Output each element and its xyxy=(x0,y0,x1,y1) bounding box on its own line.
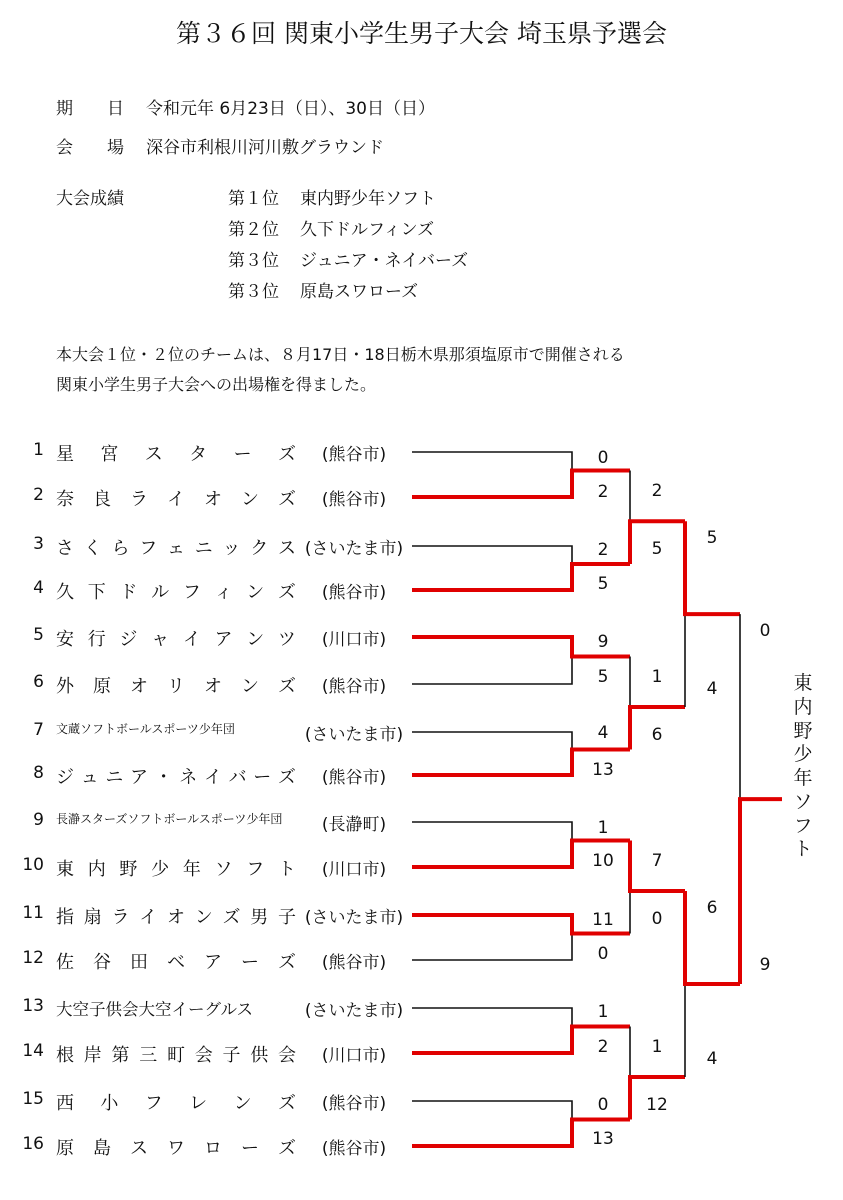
result-team: 原島スワローズ xyxy=(300,282,419,302)
result-team: ジュニア・ネイバーズ xyxy=(300,251,469,271)
team-name: 原 島 ス ワ ロ ー ズ xyxy=(56,1138,296,1159)
team-name: 久 下 ド ル フ ィ ン ズ xyxy=(56,582,296,603)
bracket-line-r1-lose xyxy=(412,822,572,841)
score-label: 5 xyxy=(706,528,718,548)
result-rank: 第３位 xyxy=(228,251,279,271)
score-label: 4 xyxy=(597,723,609,743)
score-label: 0 xyxy=(597,944,609,964)
date-value: 令和元年 6月23日（日）、30日（日） xyxy=(146,99,435,119)
team-name: 外 原 オ リ オ ン ズ xyxy=(56,676,296,697)
team-number: 2 xyxy=(33,485,44,505)
result-team: 久下ドルフィンズ xyxy=(300,220,435,240)
score-label: 1 xyxy=(651,1037,663,1057)
score-label: 7 xyxy=(651,851,663,871)
team-city: (さいたま市) xyxy=(304,908,404,928)
team-city: (川口市) xyxy=(321,1046,387,1066)
team-number: 9 xyxy=(33,810,44,830)
score-label: 0 xyxy=(651,909,663,929)
team-name: 指 扇 ラ イ オ ン ズ 男 子 xyxy=(56,907,296,928)
bracket-line-r1-lose xyxy=(412,546,572,564)
note-line-1: 本大会１位・２位のチームは、８月17日・18日栃木県那須塩原市で開催される xyxy=(56,345,625,364)
result-rank: 第２位 xyxy=(228,220,279,240)
team-number: 15 xyxy=(22,1089,44,1109)
result-rank: 第１位 xyxy=(228,189,279,209)
team-number: 7 xyxy=(33,720,44,740)
team-name: 安 行 ジ ャ イ ア ン ツ xyxy=(56,629,296,650)
team-number: 13 xyxy=(22,996,44,1016)
score-label: 11 xyxy=(592,910,614,930)
bracket-line-r1-lose xyxy=(412,732,572,750)
team-name: 星 宮 ス タ ー ズ xyxy=(56,444,296,465)
team-name: 佐 谷 田 ベ ア ー ズ xyxy=(56,952,296,973)
team-city: (熊谷市) xyxy=(321,1139,387,1159)
team-city: (さいたま市) xyxy=(304,539,404,559)
team-name: 西 小 フ レ ン ズ xyxy=(56,1093,296,1114)
team-city: (さいたま市) xyxy=(304,1001,404,1021)
score-label: 0 xyxy=(597,1095,609,1115)
team-city: (熊谷市) xyxy=(321,953,387,973)
team-name: 東 内 野 少 年 ソ フ ト xyxy=(56,859,296,880)
score-label: 2 xyxy=(597,540,609,560)
team-number: 6 xyxy=(33,672,44,692)
score-label: 13 xyxy=(592,760,614,780)
team-city: (川口市) xyxy=(321,860,387,880)
score-label: 13 xyxy=(592,1129,614,1149)
team-city: (熊谷市) xyxy=(321,445,387,465)
team-city: (熊谷市) xyxy=(321,1094,387,1114)
score-label: 5 xyxy=(651,539,663,559)
score-label: 4 xyxy=(706,679,718,699)
result-team: 東内野少年ソフト xyxy=(300,189,436,209)
team-name: さ く ら フ ェ ニ ッ ク ス xyxy=(56,538,296,559)
note-line-2: 関東小学生男子大会への出場権を得ました。 xyxy=(56,375,377,394)
score-label: 2 xyxy=(597,482,609,502)
venue-value: 深谷市利根川河川敷グラウンド xyxy=(146,138,384,158)
team-number: 12 xyxy=(22,948,44,968)
score-label: 1 xyxy=(597,1002,609,1022)
team-name: 文蔵ソフトボールスポーツ少年団 xyxy=(56,722,235,736)
score-label: 1 xyxy=(651,667,663,687)
team-number: 8 xyxy=(33,763,44,783)
score-label: 1 xyxy=(597,818,609,838)
score-label: 6 xyxy=(706,898,718,918)
team-city: (川口市) xyxy=(321,630,387,650)
team-number: 5 xyxy=(33,625,44,645)
team-city: (長瀞町) xyxy=(321,815,387,835)
bracket-line-r1-lose xyxy=(412,934,572,961)
team-name: 長瀞スターズソフトボールスポーツ少年団 xyxy=(56,812,283,826)
score-label: 9 xyxy=(759,955,771,975)
date-label: 期 日 xyxy=(56,99,124,119)
score-label: 2 xyxy=(597,1037,609,1057)
score-label: 12 xyxy=(646,1095,668,1115)
bracket-line-r1-lose xyxy=(412,1008,572,1027)
page-title: 第３６回 関東小学生男子大会 埼玉県予選会 xyxy=(176,19,667,48)
team-number: 1 xyxy=(33,440,44,460)
bracket-line-r1-lose xyxy=(412,1101,572,1120)
venue-label: 会 場 xyxy=(56,138,124,158)
team-number: 16 xyxy=(22,1134,44,1154)
team-name: 大空子供会大空イーグルス xyxy=(56,1000,254,1019)
score-label: 0 xyxy=(759,621,771,641)
team-city: (熊谷市) xyxy=(321,490,387,510)
score-label: 4 xyxy=(706,1049,718,1069)
results-label: 大会成績 xyxy=(56,189,124,209)
result-rank: 第３位 xyxy=(228,282,279,302)
team-number: 10 xyxy=(22,855,44,875)
score-label: 2 xyxy=(651,481,663,501)
team-city: (熊谷市) xyxy=(321,677,387,697)
bracket-line-r1-lose xyxy=(412,657,572,685)
team-name: ジ ュ ニ ア ・ ネ イ バ ー ズ xyxy=(56,767,296,788)
team-number: 3 xyxy=(33,534,44,554)
champion-name: 東内野少年ソフト xyxy=(793,672,813,861)
score-label: 10 xyxy=(592,851,614,871)
team-city: (さいたま市) xyxy=(304,725,404,745)
team-city: (熊谷市) xyxy=(321,768,387,788)
bracket-line-r1-lose xyxy=(412,452,572,471)
team-name: 奈 良 ラ イ オ ン ズ xyxy=(56,489,296,510)
team-city: (熊谷市) xyxy=(321,583,387,603)
team-name: 根 岸 第 三 町 会 子 供 会 xyxy=(56,1045,296,1066)
team-number: 14 xyxy=(22,1041,44,1061)
score-label: 5 xyxy=(597,667,609,687)
score-label: 5 xyxy=(597,574,609,594)
team-number: 11 xyxy=(22,903,44,923)
team-number: 4 xyxy=(33,578,44,598)
score-label: 9 xyxy=(597,632,609,652)
score-label: 0 xyxy=(597,448,609,468)
score-label: 6 xyxy=(651,725,663,745)
